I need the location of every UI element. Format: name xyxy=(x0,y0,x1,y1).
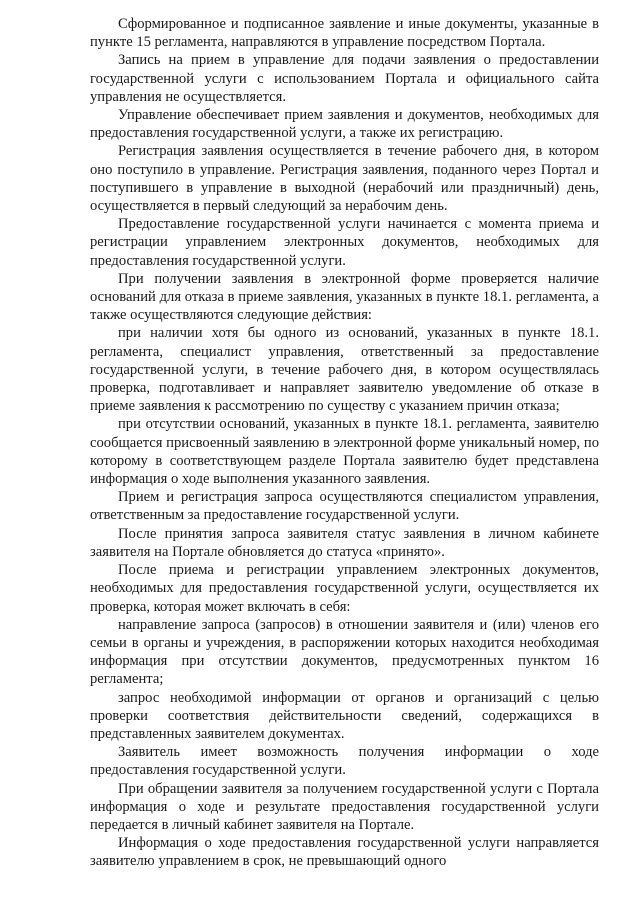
paragraph: Регистрация заявления осуществляется в течение рабочего дня, в котором оно поступило в управление. Регистрация заявления, поданного через Портал и поступившего в управление в выходной (нерабочий или праздничный) день, осуществляется в первый следующий за нерабочим день. xyxy=(90,143,599,215)
paragraph: При получении заявления в электронной форме проверяется наличие оснований для отказа в приеме заявления, указанных в пункте 18.1. регламента, а также осуществляются следующие действия: xyxy=(90,270,599,324)
paragraph: Информация о ходе предоставления государственной услуги направляется заявителю управлением в срок, не превышающий одного xyxy=(90,835,599,870)
document-body xyxy=(90,15,599,871)
paragraph: Запись на прием в управление для подачи заявления о предоставлении государственной услуги с использованием Портала и официального сайта управления не осуществляется. xyxy=(90,52,599,105)
list-item: при наличии хотя бы одного из оснований, указанных в пункте 18.1. регламента, специалист управления, ответственный за предоставление государственной услуги, в течение рабочего дня, в котором осуществлялась проверка, подготавливает и направляет заявителю уведомление об отказе в приеме заявления к рассмотрению по существу с указанием причин отказа; xyxy=(90,325,599,415)
paragraph: Управление обеспечивает прием заявления и документов, необходимых для предоставления государственной услуги, а также их регистрацию. xyxy=(90,107,599,142)
list-item: при отсутствии оснований, указанных в пункте 18.1. регламента, заявителю сообщается присвоенный заявлению в электронной форме уникальный номер, по которому в соответствующем разделе Портала заявителю будет представлена информация о ходе выполнения указанного заявления. xyxy=(90,416,599,488)
paragraph: Предоставление государственной услуги начинается с момента приема и регистрации управлением электронных документов, необходимых для предоставления государственной услуги. xyxy=(90,216,599,269)
paragraph: Прием и регистрация запроса осуществляются специалистом управления, ответственным за предоставление государственной услуги. xyxy=(90,489,599,524)
paragraph: Заявитель имеет возможность получения информации о ходе предоставления государственной услуги. xyxy=(90,744,599,779)
paragraph: После приема и регистрации управлением электронных документов, необходимых для предоставления государственной услуги, осуществляется их проверка, которая может включать в себя: xyxy=(90,562,599,615)
paragraph: При обращении заявителя за получением государственной услуги с Портала информация о ходе и результате предоставления государственной услуги передается в личный кабинет заявителя на Портале. xyxy=(90,780,599,833)
paragraph: Сформированное и подписанное заявление и иные документы, указанные в пункте 15 регламента, направляются в управление посредством Портала. xyxy=(90,16,599,51)
list-item: направление запроса (запросов) в отношении заявителя и (или) членов его семьи в органы и учреждения, в распоряжении которых находится необходимая информация при отсутствии документов, предусмотренных пунктом 16 регламента; xyxy=(90,616,599,688)
list-item: запрос необходимой информации от органов и организаций с целью проверки соответствия действительности сведений, содержащихся в представленных заявителем документах. xyxy=(90,689,599,742)
paragraph: После принятия запроса заявителя статус заявления в личном кабинете заявителя на Портале обновляется до статуса «принято». xyxy=(90,525,599,560)
